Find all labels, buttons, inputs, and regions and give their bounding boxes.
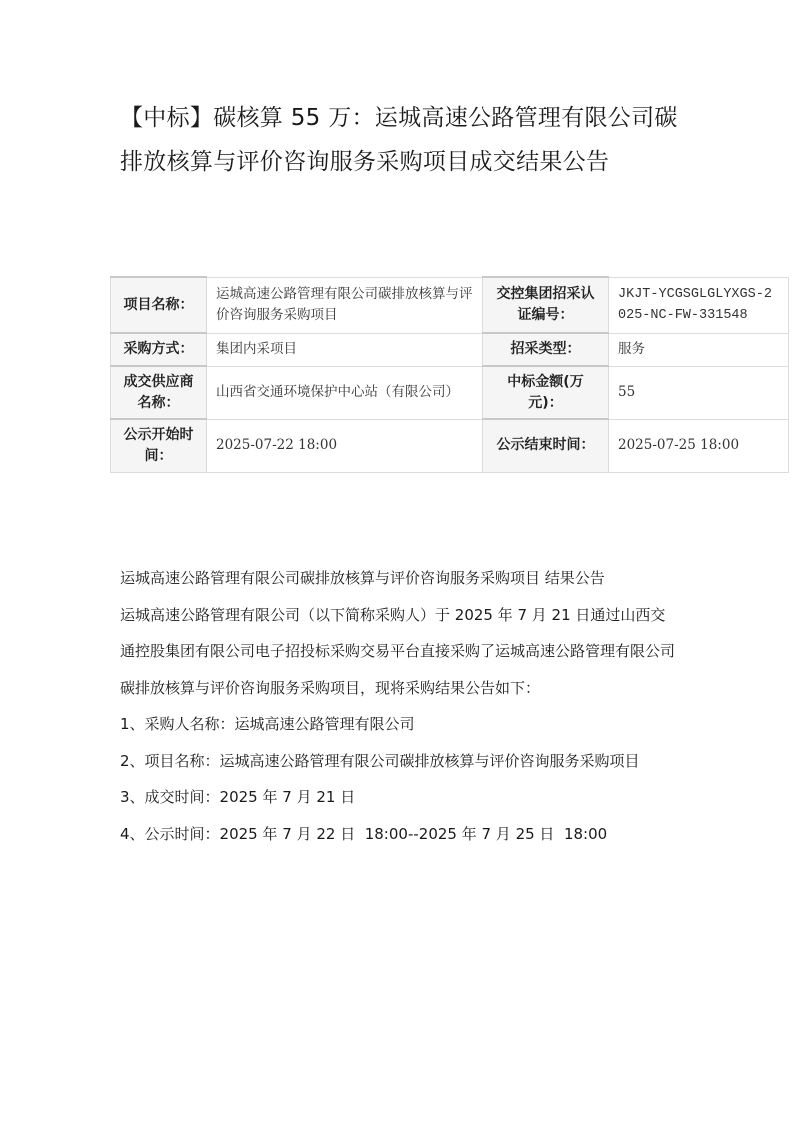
value-certification-number: JKJT-YCGSGLGLYXGS-2025-NC-FW-331548 (609, 277, 789, 333)
announcement-heading: 运城高速公路管理有限公司碳排放核算与评价咨询服务采购项目 结果公告 (120, 569, 605, 587)
page-title: 【中标】碳核算 55 万：运城高速公路管理有限公司碳排放核算与评价咨询服务采购项目成交结果公告 (120, 105, 678, 175)
list-item: 2、项目名称：运城高速公路管理有限公司碳排放核算与评价咨询服务采购项目 (120, 751, 640, 770)
label-supplier-name: 成交供应商名称： (111, 366, 207, 419)
table-row (111, 333, 789, 366)
label-procurement-method: 采购方式： (111, 333, 207, 366)
list-item: 4、公示时间：2025 年 7 月 22 日 18:00--2025 年 7 月 25 日 18:00 (120, 824, 608, 843)
label-certification-number: 交控集团招采认证编号： (483, 277, 609, 333)
label-publicity-end: 公示结束时间： (483, 419, 609, 472)
value-bid-amount: 55 (609, 366, 789, 419)
announcement-intro: 运城高速公路管理有限公司（以下简称采购人）于 2025 年 7 月 21 日通过山西交通控股集团有限公司电子招投标采购交易平台直接采购了运城高速公路管理有限公司碳排放核算与评价咨询服务采购项目，现将采购结果公告如下： (120, 605, 676, 697)
value-supplier-name: 山西省交通环境保护中心站（有限公司） (207, 366, 483, 419)
list-item: 3、成交时间：2025 年 7 月 21 日 (120, 788, 356, 806)
value-procurement-type: 服务 (609, 333, 789, 366)
value-publicity-start: 2025-07-22 18:00 (207, 419, 483, 472)
table-row (111, 419, 789, 472)
label-publicity-start: 公示开始时间： (111, 419, 207, 472)
label-bid-amount: 中标金额(万元)： (483, 366, 609, 419)
announcement-body (120, 560, 680, 852)
label-procurement-type: 招采类型： (483, 333, 609, 366)
value-project-name: 运城高速公路管理有限公司碳排放核算与评价咨询服务采购项目 (207, 277, 483, 333)
list-item: 1、采购人名称：运城高速公路管理有限公司 (120, 715, 415, 733)
table-row (111, 366, 789, 419)
label-project-name: 项目名称： (111, 277, 207, 333)
info-table (110, 276, 789, 473)
value-procurement-method: 集团内采项目 (207, 333, 483, 366)
value-publicity-end: 2025-07-25 18:00 (609, 419, 789, 472)
table-row (111, 277, 789, 333)
